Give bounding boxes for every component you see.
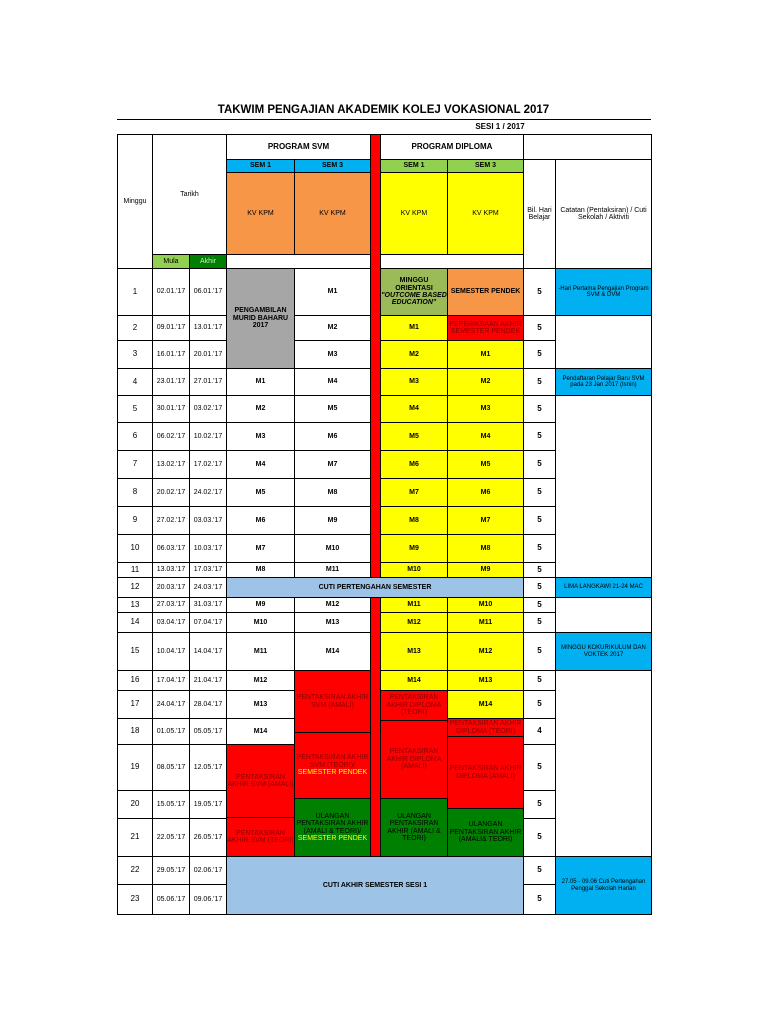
- week-days: 5: [523, 478, 556, 507]
- header-program-diploma: PROGRAM DIPLOMA: [380, 134, 524, 160]
- week-end-date: 24.02.'17: [189, 478, 227, 507]
- week-number: 14: [117, 612, 153, 633]
- cell-text: MINGGU ORIENTASI: [395, 277, 433, 292]
- svm-sem3-module: M1: [294, 268, 371, 316]
- header-bil-hari: Bil. Hari Belajar: [523, 159, 556, 269]
- page-title: TAKWIM PENGAJIAN AKADEMIK KOLEJ VOKASIONAL 2017: [217, 104, 550, 116]
- kvkpm-dip-sem1: KV KPM: [380, 172, 448, 255]
- dip-sem1-module: M4: [380, 395, 448, 423]
- week-days: 5: [523, 744, 556, 791]
- cuti-pertengahan: CUTI PERTENGAHAN SEMESTER: [226, 577, 524, 598]
- header-catatan: Catatan (Pentaksiran) / Cuti Sekolah / Aktiviti: [555, 159, 652, 269]
- week-end-date: 12.05.'17: [189, 744, 227, 791]
- week-days: 5: [523, 562, 556, 578]
- svm-sem1-pengambilan: PENGAMBILAN MURID BAHARU 2017: [226, 268, 295, 369]
- dip-sem1-pentaksiran-teori: PENTAKSIRAN AKHIR DIPLOMA (TEORI): [380, 690, 448, 721]
- week-end-date: 06.01.'17: [189, 268, 227, 316]
- week-days: 5: [523, 884, 556, 915]
- week-number: 8: [117, 478, 153, 507]
- week-start-date: 06.02.'17: [152, 422, 190, 451]
- cuti-akhir: CUTI AKHIR SEMESTER SESI 1: [226, 856, 524, 915]
- week-start-date: 22.05.'17: [152, 818, 190, 857]
- note-week4: Pendaftaran Pelajar Baru SVM pada 23 Jan 2017 (Isnin): [555, 368, 652, 396]
- week-days: 5: [523, 577, 556, 598]
- note-blank: [555, 597, 652, 633]
- week-end-date: 10.03.'17: [189, 534, 227, 563]
- svm-sem3-module: M12: [294, 597, 371, 613]
- cell-text: SEMESTER PENDEK: [297, 834, 368, 842]
- header-mula: Mula: [152, 254, 190, 269]
- week-end-date: 17.02.'17: [189, 450, 227, 479]
- week-number: 2: [117, 315, 153, 341]
- svm-sem3-module: M3: [294, 340, 371, 369]
- dip-sem1-orientasi: [380, 268, 448, 316]
- week-number: 6: [117, 422, 153, 451]
- week-days: 5: [523, 422, 556, 451]
- dip-sem3-module: M5: [447, 450, 524, 479]
- svm-sem1-module: M6: [226, 506, 295, 535]
- week-days: 5: [523, 632, 556, 671]
- svm-sem1-pentaksiran-teori: PENTAKSIRAN AKHIR SVM (TEORI): [226, 817, 295, 857]
- note-week12: LIMA LANGKAWI 21-24 MAC: [555, 577, 652, 598]
- svm-sem3-module: M9: [294, 506, 371, 535]
- week-start-date: 10.04.'17: [152, 632, 190, 671]
- svm-sem3-module: M8: [294, 478, 371, 507]
- week-start-date: 16.01.'17: [152, 340, 190, 369]
- week-start-date: 02.01.'17: [152, 268, 190, 316]
- week-start-date: 27.03.'17: [152, 597, 190, 613]
- week-start-date: 13.02.'17: [152, 450, 190, 479]
- week-end-date: 31.03.'17: [189, 597, 227, 613]
- week-number: 4: [117, 368, 153, 396]
- dip-sem1-module: M8: [380, 506, 448, 535]
- week-number: 20: [117, 790, 153, 819]
- svm-sem1-module: M12: [226, 670, 295, 691]
- svm-sem3-module: M4: [294, 368, 371, 396]
- svm-sem1-module: M9: [226, 597, 295, 613]
- svm-sem1-module: M10: [226, 612, 295, 633]
- week-end-date: 20.01.'17: [189, 340, 227, 369]
- week-number: 17: [117, 690, 153, 719]
- week-days: 5: [523, 395, 556, 423]
- dip-sem1-module: M9: [380, 534, 448, 563]
- week-start-date: 05.06.'17: [152, 884, 190, 915]
- week-days: 5: [523, 450, 556, 479]
- svm-sem1-pentaksiran-amali: PENTAKSIRAN AKHIR SVM (AMALI): [226, 744, 295, 818]
- note-week1: -Hari Pertama Pengajian Program SVM & DVM: [555, 268, 652, 316]
- svm-sem3-pentaksiran-teori: [294, 732, 371, 799]
- dip-sem1-module: M1: [380, 315, 448, 341]
- dip-sem3-ulangan: ULANGAN PENTAKSIRAN AKHIR (AMALI& TEORI): [447, 808, 524, 857]
- svm-sem3-module: M13: [294, 612, 371, 633]
- week-days: 5: [523, 612, 556, 633]
- dip-sem1-module: M2: [380, 340, 448, 369]
- cell-text: SEMESTER PENDEK: [297, 769, 368, 777]
- week-start-date: 06.03.'17: [152, 534, 190, 563]
- dip-sem3-module: M3: [447, 395, 524, 423]
- week-days: 4: [523, 718, 556, 745]
- svm-sem3-module: M14: [294, 632, 371, 671]
- week-number: 15: [117, 632, 153, 671]
- week-end-date: 19.05.'17: [189, 790, 227, 819]
- week-end-date: 28.04.'17: [189, 690, 227, 719]
- week-start-date: 20.03.'17: [152, 577, 190, 598]
- week-number: 13: [117, 597, 153, 613]
- header-blank: [523, 134, 652, 160]
- week-start-date: 27.02.'17: [152, 506, 190, 535]
- session-row: [117, 119, 652, 135]
- svm-sem3-module: M10: [294, 534, 371, 563]
- dip-sem3-pentaksiran-teori: PENTAKSIRAN AKHIR DIPLOMA (TEORI): [447, 718, 524, 737]
- dip-sem1-ulangan: ULANGAN PENTAKSIRAN AKHIR (AMALI & TEORI): [380, 798, 448, 857]
- header-svm-sem1: SEM 1: [226, 159, 295, 173]
- dip-sem3-module: M14: [447, 690, 524, 719]
- kvkpm-svm-sem1: KV KPM: [226, 172, 295, 255]
- session-label: SESI 1 / 2017: [475, 121, 525, 131]
- dip-sem1-module: M5: [380, 422, 448, 451]
- dip-sem3-module: M11: [447, 612, 524, 633]
- dip-sem1-module: M14: [380, 670, 448, 691]
- divider: [117, 119, 651, 120]
- dip-sem3-module: M8: [447, 534, 524, 563]
- header-svm-sem3: SEM 3: [294, 159, 371, 173]
- header-blank-2: [226, 254, 371, 269]
- header-minggu: Minggu: [117, 134, 153, 269]
- dip-sem3-module: M13: [447, 670, 524, 691]
- week-number: 16: [117, 670, 153, 691]
- svm-sem3-pentaksiran-amali: PENTAKSIRAN AKHIR SVM (AMALI): [294, 670, 371, 733]
- svm-sem3-module: M7: [294, 450, 371, 479]
- header-dip-sem3: SEM 3: [447, 159, 524, 173]
- header-akhir: Akhir: [189, 254, 227, 269]
- note-blank: [555, 315, 652, 369]
- svm-sem1-module: M5: [226, 478, 295, 507]
- week-number: 7: [117, 450, 153, 479]
- week-start-date: 01.05.'17: [152, 718, 190, 745]
- week-end-date: 14.04.'17: [189, 632, 227, 671]
- week-start-date: 23.01.'17: [152, 368, 190, 396]
- svm-sem1-module: M7: [226, 534, 295, 563]
- kvkpm-dip-sem3: KV KPM: [447, 172, 524, 255]
- dip-sem1-module: M3: [380, 368, 448, 396]
- week-number: 10: [117, 534, 153, 563]
- dip-sem1-module: M6: [380, 450, 448, 479]
- week-start-date: 17.04.'17: [152, 670, 190, 691]
- cell-text: "OUTCOME BASED EDUCATION": [381, 292, 447, 307]
- dip-sem1-module: M12: [380, 612, 448, 633]
- dip-sem3-module: M6: [447, 478, 524, 507]
- week-end-date: 03.02.'17: [189, 395, 227, 423]
- week-number: 23: [117, 884, 153, 915]
- week-end-date: 10.02.'17: [189, 422, 227, 451]
- week-number: 9: [117, 506, 153, 535]
- week-days: 5: [523, 690, 556, 719]
- week-end-date: 21.04.'17: [189, 670, 227, 691]
- kvkpm-svm-sem3: KV KPM: [294, 172, 371, 255]
- dip-sem1-module: M11: [380, 597, 448, 613]
- svm-sem1-module: M2: [226, 395, 295, 423]
- week-start-date: 15.05.'17: [152, 790, 190, 819]
- dip-sem1-module: M7: [380, 478, 448, 507]
- week-end-date: 13.01.'17: [189, 315, 227, 341]
- svm-sem1-module: M11: [226, 632, 295, 671]
- week-days: 5: [523, 670, 556, 691]
- dip-sem3-module: M7: [447, 506, 524, 535]
- week-days: 5: [523, 597, 556, 613]
- dip-sem3-pentaksiran-amali: PENTAKSIRAN AKHIR DIPLOMA (AMALI): [447, 736, 524, 809]
- week-start-date: 03.04.'17: [152, 612, 190, 633]
- week-start-date: 08.05.'17: [152, 744, 190, 791]
- week-end-date: 05.05.'17: [189, 718, 227, 745]
- dip-sem3-semester-pendek: SEMESTER PENDEK: [447, 268, 524, 316]
- dip-sem3-peperiksaan: PEPERIKSAAN AKHIR SEMESTER PENDEK: [447, 315, 524, 341]
- week-number: 1: [117, 268, 153, 316]
- svm-sem3-module: M5: [294, 395, 371, 423]
- week-number: 5: [117, 395, 153, 423]
- week-number: 22: [117, 856, 153, 885]
- week-number: 18: [117, 718, 153, 745]
- week-start-date: 13.03.'17: [152, 562, 190, 578]
- week-days: 5: [523, 340, 556, 369]
- week-number: 12: [117, 577, 153, 598]
- dip-sem3-module: M12: [447, 632, 524, 671]
- week-number: 19: [117, 744, 153, 791]
- svm-sem1-module: M4: [226, 450, 295, 479]
- week-days: 5: [523, 506, 556, 535]
- svm-sem1-module: M8: [226, 562, 295, 578]
- week-days: 5: [523, 534, 556, 563]
- cell-text: ULANGAN PENTAKSIRAN AKHIR (AMALI & TEORI)/: [296, 812, 369, 835]
- week-end-date: 03.03.'17: [189, 506, 227, 535]
- note-week22: 27.05 - 09.06 Cuti Pertengahan Penggal Sekolah Harian: [555, 856, 652, 915]
- week-number: 3: [117, 340, 153, 369]
- week-days: 5: [523, 790, 556, 819]
- dip-sem3-module: M2: [447, 368, 524, 396]
- week-end-date: 09.06.'17: [189, 884, 227, 915]
- svm-sem1-module: M13: [226, 690, 295, 719]
- svm-sem1-module: M14: [226, 718, 295, 745]
- week-end-date: 27.01.'17: [189, 368, 227, 396]
- header-dip-sem1: SEM 1: [380, 159, 448, 173]
- svm-sem1-module: M1: [226, 368, 295, 396]
- note-blank: [555, 670, 652, 857]
- week-end-date: 02.06.'17: [189, 856, 227, 885]
- svm-sem3-module: M2: [294, 315, 371, 341]
- week-end-date: 24.03.'17: [189, 577, 227, 598]
- dip-sem1-module: M10: [380, 562, 448, 578]
- week-end-date: 07.04.'17: [189, 612, 227, 633]
- svm-sem3-module: M11: [294, 562, 371, 578]
- dip-sem1-pentaksiran-amali: PENTAKSIRAN AKHIR DIPLOMA (AMALI): [380, 720, 448, 799]
- dip-sem3-module: M9: [447, 562, 524, 578]
- week-start-date: 29.05.'17: [152, 856, 190, 885]
- week-days: 5: [523, 268, 556, 316]
- header-blank-3: [380, 254, 524, 269]
- header-program-svm: PROGRAM SVM: [226, 134, 371, 160]
- svm-sem3-ulangan: [294, 798, 371, 857]
- cell-text: PENTAKSIRAN AKHIR SVM (TEORI)/: [296, 754, 369, 769]
- week-number: 21: [117, 818, 153, 857]
- week-days: 5: [523, 818, 556, 857]
- week-start-date: 09.01.'17: [152, 315, 190, 341]
- note-week15: MINGGU KOKURIKULUM DAN VOKTEK 2017: [555, 632, 652, 671]
- dip-sem1-module: M13: [380, 632, 448, 671]
- week-start-date: 30.01.'17: [152, 395, 190, 423]
- week-start-date: 24.04.'17: [152, 690, 190, 719]
- week-end-date: 17.03.'17: [189, 562, 227, 578]
- svm-sem3-module: M6: [294, 422, 371, 451]
- week-days: 5: [523, 368, 556, 396]
- note-blank: [555, 395, 652, 578]
- week-days: 5: [523, 315, 556, 341]
- dip-sem3-module: M4: [447, 422, 524, 451]
- week-start-date: 20.02.'17: [152, 478, 190, 507]
- svm-sem1-module: M3: [226, 422, 295, 451]
- week-number: 11: [117, 562, 153, 578]
- header-tarikh: Tarikh: [152, 134, 227, 255]
- week-end-date: 26.05.'17: [189, 818, 227, 857]
- dip-sem3-module: M1: [447, 340, 524, 369]
- dip-sem3-module: M10: [447, 597, 524, 613]
- week-days: 5: [523, 856, 556, 885]
